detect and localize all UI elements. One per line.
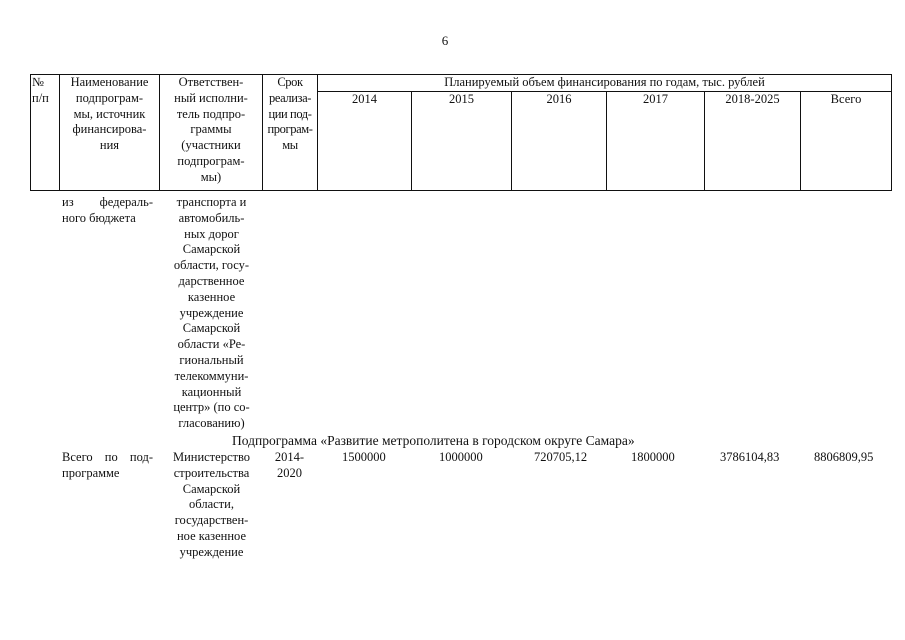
total-term: 2014- 2020 <box>274 450 305 480</box>
header-name: Наименование подпрограм- мы, источник финансирова- ния <box>60 75 160 191</box>
source-line-1: из федераль- <box>62 195 153 209</box>
header-num: № п/п <box>31 75 60 191</box>
total-name <box>62 450 153 482</box>
total-name-line-2: программе <box>62 465 120 480</box>
header-responsible: Ответствен- ный исполни- тель подпро- граммы (участники подпрограм- мы) <box>160 75 263 191</box>
value-2015: 1000000 <box>439 450 483 464</box>
subprogram-title: Подпрограмма «Развитие метрополитена в городском округе Самара» <box>232 433 635 448</box>
source-line-2: ного бюджета <box>62 210 136 225</box>
value-2018-2025: 3786104,83 <box>720 450 780 464</box>
header-year-2015: 2015 <box>412 91 512 190</box>
value-2017: 1800000 <box>631 450 675 464</box>
value-2014: 1500000 <box>342 450 386 464</box>
responsible-continued: транспорта и автомобиль- ных дорог Самарской области, госу- дарственное казенное учреждение Самарской области «Ре- гиональный телекоммуни- кационный центр» (по со- гласованию) <box>173 195 250 431</box>
header-year-2014: 2014 <box>318 91 412 190</box>
header-term: Срок реализа- ции под- програм- мы <box>263 75 318 191</box>
header-year-2016: 2016 <box>512 91 607 190</box>
total-responsible: Министерство строительства Самарской области, государствен- ное казенное учреждение <box>172 450 251 559</box>
page-number: 6 <box>441 33 449 48</box>
header-total: Всего <box>801 91 892 190</box>
header-funding: Планируемый объем финансирования по годам, тыс. рублей <box>318 75 892 92</box>
value-total: 8806809,95 <box>814 450 874 464</box>
header-year-2018-2025: 2018-2025 <box>705 91 801 190</box>
total-name-line-1: Всего по под- <box>62 450 153 464</box>
table-header <box>30 74 892 191</box>
header-year-2017: 2017 <box>607 91 705 190</box>
value-2016: 720705,12 <box>534 450 588 464</box>
source-federal <box>62 195 153 227</box>
